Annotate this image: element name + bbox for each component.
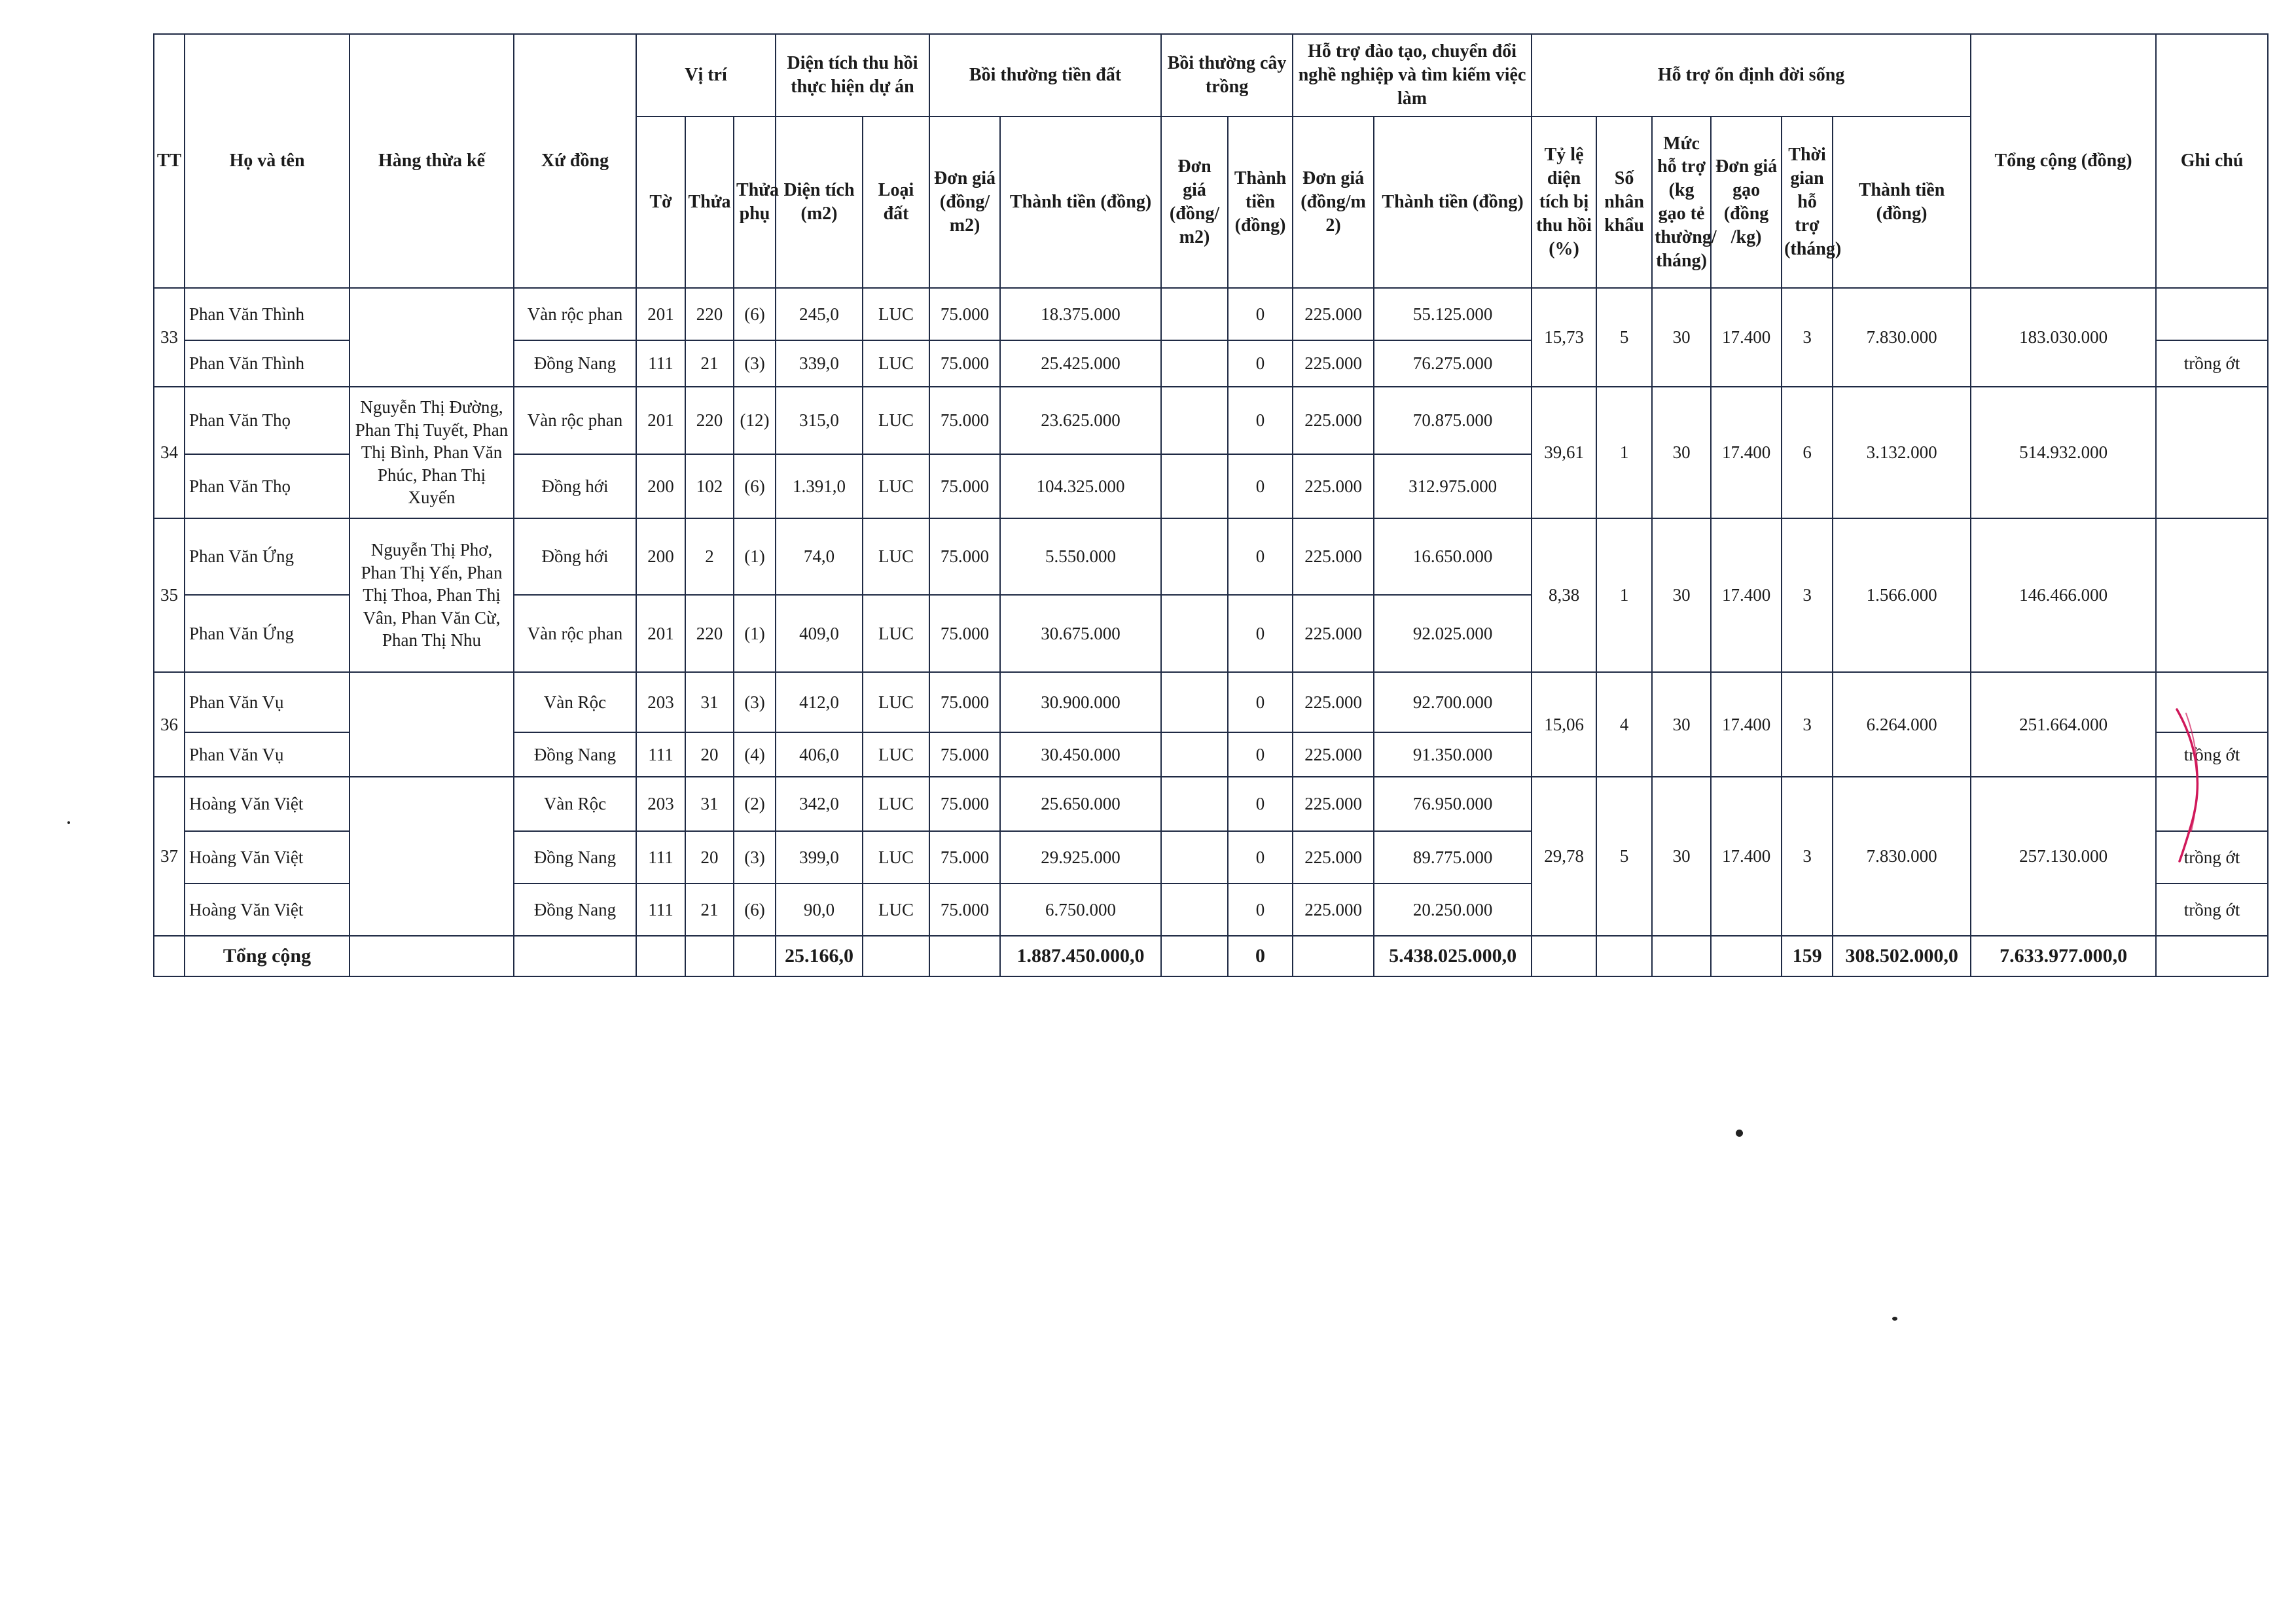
cell-thanh-tien-ho-tro: 76.950.000 <box>1374 777 1532 831</box>
cell-thua: 31 <box>685 672 734 732</box>
cell-don-gia-cay <box>1161 732 1228 777</box>
header-ty-le: Tỷ lệ diện tích bị thu hồi (%) <box>1532 116 1596 288</box>
cell-xu-dong: Đồng Nang <box>514 883 636 936</box>
cell-thanh-tien-cay: 0 <box>1228 672 1293 732</box>
cell-loai-dat: LUC <box>863 777 929 831</box>
cell-xu-dong: Đồng hới <box>514 454 636 518</box>
cell-thua-phu: (1) <box>734 518 776 595</box>
cell-thanh-tien: 5.550.000 <box>1000 518 1161 595</box>
cell-so-nhan-khau: 1 <box>1596 387 1652 518</box>
cell-thanh-tien: 18.375.000 <box>1000 288 1161 340</box>
header-xu-dong: Xứ đồng <box>514 34 636 288</box>
cell-dien-tich: 90,0 <box>776 883 863 936</box>
cell-don-gia-ho-tro: 225.000 <box>1293 518 1374 595</box>
cell-don-gia: 75.000 <box>929 518 1000 595</box>
cell-muc-ho-tro: 30 <box>1652 672 1711 777</box>
cell-ghi-chu: trồng ớt <box>2156 883 2268 936</box>
cell-thanh-tien-on-dinh: 3.132.000 <box>1833 387 1971 518</box>
total-empty <box>350 936 514 976</box>
cell-thoi-gian: 3 <box>1782 777 1833 936</box>
cell-muc-ho-tro: 30 <box>1652 288 1711 387</box>
cell-don-gia-ho-tro: 225.000 <box>1293 288 1374 340</box>
header-ghi-chu: Ghi chú <box>2156 34 2268 288</box>
cell-thua-phu: (6) <box>734 454 776 518</box>
cell-name: Phan Văn Ứng <box>185 595 350 672</box>
cell-don-gia-ho-tro: 225.000 <box>1293 387 1374 454</box>
cell-don-gia-ho-tro: 225.000 <box>1293 777 1374 831</box>
cell-don-gia-cay <box>1161 777 1228 831</box>
cell-thoi-gian: 3 <box>1782 288 1833 387</box>
cell-dien-tich: 342,0 <box>776 777 863 831</box>
cell-dien-tich: 74,0 <box>776 518 863 595</box>
cell-ty-le: 8,38 <box>1532 518 1596 672</box>
header-don-gia-ho-tro: Đơn giá (đồng/m 2) <box>1293 116 1374 288</box>
cell-don-gia-ho-tro: 225.000 <box>1293 595 1374 672</box>
cell-thanh-tien: 104.325.000 <box>1000 454 1161 518</box>
cell-thoi-gian: 3 <box>1782 672 1833 777</box>
cell-thanh-tien-cay: 0 <box>1228 454 1293 518</box>
cell-to: 111 <box>636 883 685 936</box>
cell-ty-le: 39,61 <box>1532 387 1596 518</box>
cell-dien-tich: 406,0 <box>776 732 863 777</box>
cell-to: 200 <box>636 518 685 595</box>
cell-to: 203 <box>636 672 685 732</box>
cell-so-nhan-khau: 5 <box>1596 288 1652 387</box>
cell-heirs: Nguyễn Thị Phơ, Phan Thị Yến, Phan Thị Thoa, Phan Thị Vân, Phan Văn Cừ, Phan Thị Nhu <box>350 518 514 672</box>
cell-thua: 2 <box>685 518 734 595</box>
cell-thua-phu: (4) <box>734 732 776 777</box>
total-empty <box>929 936 1000 976</box>
cell-ghi-chu <box>2156 288 2268 340</box>
cell-don-gia: 75.000 <box>929 340 1000 387</box>
table-body <box>154 288 2268 976</box>
header-boi-thuong-tien-dat: Bồi thường tiền đất <box>929 34 1161 116</box>
table-row <box>154 777 2268 831</box>
total-empty <box>734 936 776 976</box>
cell-to: 111 <box>636 732 685 777</box>
total-thanh-tien-dat: 1.887.450.000,0 <box>1000 936 1161 976</box>
header-loai-dat: Loại đất <box>863 116 929 288</box>
cell-to: 201 <box>636 595 685 672</box>
cell-name: Phan Văn Thọ <box>185 387 350 454</box>
table-row <box>154 387 2268 454</box>
cell-thanh-tien-on-dinh: 1.566.000 <box>1833 518 1971 672</box>
header-thanh-tien-ho-tro: Thành tiền (đồng) <box>1374 116 1532 288</box>
cell-tong-cong: 146.466.000 <box>1971 518 2156 672</box>
total-empty <box>1532 936 1596 976</box>
total-empty <box>1711 936 1782 976</box>
cell-name: Phan Văn Thình <box>185 288 350 340</box>
cell-tt: 34 <box>154 387 185 518</box>
cell-don-gia-gao: 17.400 <box>1711 777 1782 936</box>
cell-thua-phu: (2) <box>734 777 776 831</box>
header-ho-tro-on-dinh: Hỗ trợ ổn định đời sống <box>1532 34 1971 116</box>
total-empty <box>2156 936 2268 976</box>
cell-don-gia: 75.000 <box>929 387 1000 454</box>
cell-don-gia: 75.000 <box>929 883 1000 936</box>
header-tt: TT <box>154 34 185 288</box>
cell-don-gia: 75.000 <box>929 831 1000 883</box>
cell-thanh-tien-cay: 0 <box>1228 831 1293 883</box>
cell-thanh-tien-ho-tro: 92.700.000 <box>1374 672 1532 732</box>
cell-don-gia-cay <box>1161 387 1228 454</box>
cell-name: Hoàng Văn Việt <box>185 777 350 831</box>
total-thanh-tien-ho-tro: 5.438.025.000,0 <box>1374 936 1532 976</box>
cell-thua: 220 <box>685 387 734 454</box>
cell-don-gia-ho-tro: 225.000 <box>1293 672 1374 732</box>
cell-don-gia-gao: 17.400 <box>1711 518 1782 672</box>
total-row <box>154 936 2268 976</box>
cell-muc-ho-tro: 30 <box>1652 777 1711 936</box>
cell-thoi-gian: 6 <box>1782 387 1833 518</box>
cell-thanh-tien: 29.925.000 <box>1000 831 1161 883</box>
total-thoi-gian: 159 <box>1782 936 1833 976</box>
cell-loai-dat: LUC <box>863 831 929 883</box>
cell-don-gia: 75.000 <box>929 777 1000 831</box>
cell-thua: 21 <box>685 340 734 387</box>
cell-ghi-chu: trồng ớt <box>2156 831 2268 883</box>
cell-loai-dat: LUC <box>863 732 929 777</box>
cell-thanh-tien-cay: 0 <box>1228 732 1293 777</box>
total-empty <box>863 936 929 976</box>
cell-thua: 220 <box>685 288 734 340</box>
cell-dien-tich: 245,0 <box>776 288 863 340</box>
header-boi-thuong-cay-trong: Bồi thường cây trồng <box>1161 34 1293 116</box>
cell-thanh-tien-ho-tro: 16.650.000 <box>1374 518 1532 595</box>
table-row <box>154 288 2268 340</box>
cell-ty-le: 15,06 <box>1532 672 1596 777</box>
cell-thanh-tien-ho-tro: 70.875.000 <box>1374 387 1532 454</box>
cell-thanh-tien: 23.625.000 <box>1000 387 1161 454</box>
cell-don-gia: 75.000 <box>929 672 1000 732</box>
table-header <box>154 34 2268 288</box>
cell-don-gia-ho-tro: 225.000 <box>1293 831 1374 883</box>
cell-thua-phu: (6) <box>734 883 776 936</box>
header-ho-ten: Họ và tên <box>185 34 350 288</box>
cell-thua: 220 <box>685 595 734 672</box>
cell-dien-tich: 399,0 <box>776 831 863 883</box>
cell-thanh-tien: 30.675.000 <box>1000 595 1161 672</box>
cell-thanh-tien-cay: 0 <box>1228 387 1293 454</box>
cell-don-gia-cay <box>1161 518 1228 595</box>
scan-speck <box>67 821 70 824</box>
total-tt <box>154 936 185 976</box>
header-tong-cong: Tổng cộng (đồng) <box>1971 34 2156 288</box>
cell-don-gia-gao: 17.400 <box>1711 288 1782 387</box>
cell-thanh-tien-ho-tro: 89.775.000 <box>1374 831 1532 883</box>
total-empty <box>636 936 685 976</box>
cell-don-gia-cay <box>1161 454 1228 518</box>
cell-don-gia-ho-tro: 225.000 <box>1293 454 1374 518</box>
total-empty <box>1161 936 1228 976</box>
cell-don-gia: 75.000 <box>929 732 1000 777</box>
cell-don-gia-cay <box>1161 672 1228 732</box>
cell-thanh-tien-cay: 0 <box>1228 883 1293 936</box>
cell-thoi-gian: 3 <box>1782 518 1833 672</box>
cell-loai-dat: LUC <box>863 288 929 340</box>
header-thua: Thửa <box>685 116 734 288</box>
cell-dien-tich: 1.391,0 <box>776 454 863 518</box>
cell-tt: 36 <box>154 672 185 777</box>
total-thanh-tien-cay: 0 <box>1228 936 1293 976</box>
total-label: Tổng cộng <box>185 936 350 976</box>
cell-loai-dat: LUC <box>863 672 929 732</box>
cell-don-gia-ho-tro: 225.000 <box>1293 883 1374 936</box>
cell-thanh-tien-ho-tro: 20.250.000 <box>1374 883 1532 936</box>
cell-dien-tich: 339,0 <box>776 340 863 387</box>
pen-bracket-mark <box>2172 707 2211 864</box>
table-row <box>154 672 2268 732</box>
cell-don-gia-cay <box>1161 595 1228 672</box>
cell-thanh-tien-cay: 0 <box>1228 595 1293 672</box>
cell-name: Hoàng Văn Việt <box>185 883 350 936</box>
cell-muc-ho-tro: 30 <box>1652 387 1711 518</box>
cell-thua-phu: (3) <box>734 340 776 387</box>
cell-tt: 35 <box>154 518 185 672</box>
cell-loai-dat: LUC <box>863 518 929 595</box>
header-to: Tờ <box>636 116 685 288</box>
cell-thanh-tien-ho-tro: 91.350.000 <box>1374 732 1532 777</box>
cell-thanh-tien: 25.650.000 <box>1000 777 1161 831</box>
cell-thanh-tien-cay: 0 <box>1228 777 1293 831</box>
cell-don-gia-gao: 17.400 <box>1711 387 1782 518</box>
cell-thua: 102 <box>685 454 734 518</box>
cell-thanh-tien-cay: 0 <box>1228 518 1293 595</box>
cell-muc-ho-tro: 30 <box>1652 518 1711 672</box>
cell-dien-tich: 409,0 <box>776 595 863 672</box>
cell-tong-cong: 251.664.000 <box>1971 672 2156 777</box>
header-muc-ho-tro: Mức hỗ trợ (kg gạo tẻ thường/ tháng) <box>1652 116 1711 288</box>
cell-thua-phu: (12) <box>734 387 776 454</box>
header-hang-thua-ke: Hàng thừa kế <box>350 34 514 288</box>
total-dien-tich: 25.166,0 <box>776 936 863 976</box>
cell-name: Phan Văn Thình <box>185 340 350 387</box>
cell-thanh-tien-cay: 0 <box>1228 340 1293 387</box>
cell-to: 111 <box>636 831 685 883</box>
cell-so-nhan-khau: 4 <box>1596 672 1652 777</box>
cell-thua-phu: (6) <box>734 288 776 340</box>
cell-thanh-tien-ho-tro: 76.275.000 <box>1374 340 1532 387</box>
cell-tong-cong: 257.130.000 <box>1971 777 2156 936</box>
header-dien-tich-thu-hoi: Diện tích thu hồi thực hiện dự án <box>776 34 929 116</box>
cell-thua-phu: (3) <box>734 831 776 883</box>
cell-to: 111 <box>636 340 685 387</box>
cell-loai-dat: LUC <box>863 454 929 518</box>
cell-thanh-tien: 30.450.000 <box>1000 732 1161 777</box>
cell-don-gia-cay <box>1161 883 1228 936</box>
cell-name: Phan Văn Thọ <box>185 454 350 518</box>
cell-thua: 20 <box>685 732 734 777</box>
cell-don-gia: 75.000 <box>929 595 1000 672</box>
scan-speck <box>1736 1130 1743 1137</box>
total-thanh-tien-on-dinh: 308.502.000,0 <box>1833 936 1971 976</box>
cell-thua-phu: (1) <box>734 595 776 672</box>
cell-ghi-chu <box>2156 518 2268 672</box>
cell-dien-tich: 412,0 <box>776 672 863 732</box>
cell-ghi-chu: trồng ớt <box>2156 732 2268 777</box>
cell-loai-dat: LUC <box>863 883 929 936</box>
cell-to: 200 <box>636 454 685 518</box>
cell-to: 201 <box>636 288 685 340</box>
total-empty <box>1293 936 1374 976</box>
header-thua-phu: Thửa phụ <box>734 116 776 288</box>
cell-thanh-tien-cay: 0 <box>1228 288 1293 340</box>
header-thanh-tien-dat: Thành tiền (đồng) <box>1000 116 1161 288</box>
header-thanh-tien-on-dinh: Thành tiền (đồng) <box>1833 116 1971 288</box>
cell-thua: 21 <box>685 883 734 936</box>
cell-name: Phan Văn Vụ <box>185 672 350 732</box>
header-don-gia-dat: Đơn giá (đồng/ m2) <box>929 116 1000 288</box>
cell-heirs <box>350 777 514 936</box>
compensation-table <box>153 33 2269 977</box>
header-ho-tro-dao-tao: Hỗ trợ đào tạo, chuyển đổi nghề nghiệp và tìm kiếm việc làm <box>1293 34 1532 116</box>
header-vi-tri: Vị trí <box>636 34 776 116</box>
header-dien-tich-m2: Diện tích (m2) <box>776 116 863 288</box>
cell-tong-cong: 183.030.000 <box>1971 288 2156 387</box>
cell-heirs: Nguyễn Thị Đường, Phan Thị Tuyết, Phan Thị Bình, Phan Văn Phúc, Phan Thị Xuyến <box>350 387 514 518</box>
cell-so-nhan-khau: 5 <box>1596 777 1652 936</box>
cell-thanh-tien: 30.900.000 <box>1000 672 1161 732</box>
cell-thua: 20 <box>685 831 734 883</box>
cell-tt: 33 <box>154 288 185 387</box>
table-row <box>154 518 2268 595</box>
cell-thanh-tien-on-dinh: 7.830.000 <box>1833 288 1971 387</box>
cell-name: Phan Văn Vụ <box>185 732 350 777</box>
cell-ty-le: 15,73 <box>1532 288 1596 387</box>
cell-xu-dong: Đồng Nang <box>514 732 636 777</box>
cell-thanh-tien: 6.750.000 <box>1000 883 1161 936</box>
cell-name: Hoàng Văn Việt <box>185 831 350 883</box>
cell-thua-phu: (3) <box>734 672 776 732</box>
cell-don-gia-cay <box>1161 288 1228 340</box>
cell-thanh-tien-ho-tro: 92.025.000 <box>1374 595 1532 672</box>
cell-heirs <box>350 672 514 777</box>
cell-don-gia-ho-tro: 225.000 <box>1293 340 1374 387</box>
cell-thanh-tien-ho-tro: 55.125.000 <box>1374 288 1532 340</box>
cell-xu-dong: Đồng hới <box>514 518 636 595</box>
cell-xu-dong: Vàn Rộc <box>514 777 636 831</box>
cell-don-gia: 75.000 <box>929 454 1000 518</box>
header-thoi-gian: Thời gian hỗ trợ (tháng) <box>1782 116 1833 288</box>
cell-xu-dong: Đồng Nang <box>514 340 636 387</box>
cell-thanh-tien-on-dinh: 7.830.000 <box>1833 777 1971 936</box>
cell-dien-tich: 315,0 <box>776 387 863 454</box>
cell-loai-dat: LUC <box>863 340 929 387</box>
cell-tt: 37 <box>154 777 185 936</box>
header-so-nhan-khau: Số nhân khẩu <box>1596 116 1652 288</box>
cell-don-gia-ho-tro: 225.000 <box>1293 732 1374 777</box>
cell-don-gia-gao: 17.400 <box>1711 672 1782 777</box>
cell-don-gia-cay <box>1161 340 1228 387</box>
total-empty <box>1596 936 1652 976</box>
cell-thanh-tien-ho-tro: 312.975.000 <box>1374 454 1532 518</box>
scan-speck <box>1892 1317 1897 1321</box>
total-empty <box>514 936 636 976</box>
header-don-gia-cay: Đơn giá (đồng/ m2) <box>1161 116 1228 288</box>
cell-don-gia: 75.000 <box>929 288 1000 340</box>
cell-thanh-tien: 25.425.000 <box>1000 340 1161 387</box>
cell-tong-cong: 514.932.000 <box>1971 387 2156 518</box>
cell-ty-le: 29,78 <box>1532 777 1596 936</box>
cell-name: Phan Văn Ứng <box>185 518 350 595</box>
cell-xu-dong: Đồng Nang <box>514 831 636 883</box>
cell-thua: 31 <box>685 777 734 831</box>
total-empty <box>685 936 734 976</box>
header-thanh-tien-cay: Thành tiền (đồng) <box>1228 116 1293 288</box>
cell-xu-dong: Vàn rộc phan <box>514 387 636 454</box>
cell-don-gia-cay <box>1161 831 1228 883</box>
total-empty <box>1652 936 1711 976</box>
cell-ghi-chu <box>2156 387 2268 518</box>
cell-to: 201 <box>636 387 685 454</box>
cell-xu-dong: Vàn rộc phan <box>514 595 636 672</box>
total-tong-cong: 7.633.977.000,0 <box>1971 936 2156 976</box>
compensation-sheet <box>153 33 2267 977</box>
cell-so-nhan-khau: 1 <box>1596 518 1652 672</box>
cell-loai-dat: LUC <box>863 595 929 672</box>
cell-heirs <box>350 288 514 387</box>
cell-loai-dat: LUC <box>863 387 929 454</box>
cell-xu-dong: Vàn Rộc <box>514 672 636 732</box>
cell-to: 203 <box>636 777 685 831</box>
cell-ghi-chu: trồng ớt <box>2156 340 2268 387</box>
cell-thanh-tien-on-dinh: 6.264.000 <box>1833 672 1971 777</box>
cell-xu-dong: Vàn rộc phan <box>514 288 636 340</box>
header-don-gia-gao: Đơn giá gạo (đồng /kg) <box>1711 116 1782 288</box>
